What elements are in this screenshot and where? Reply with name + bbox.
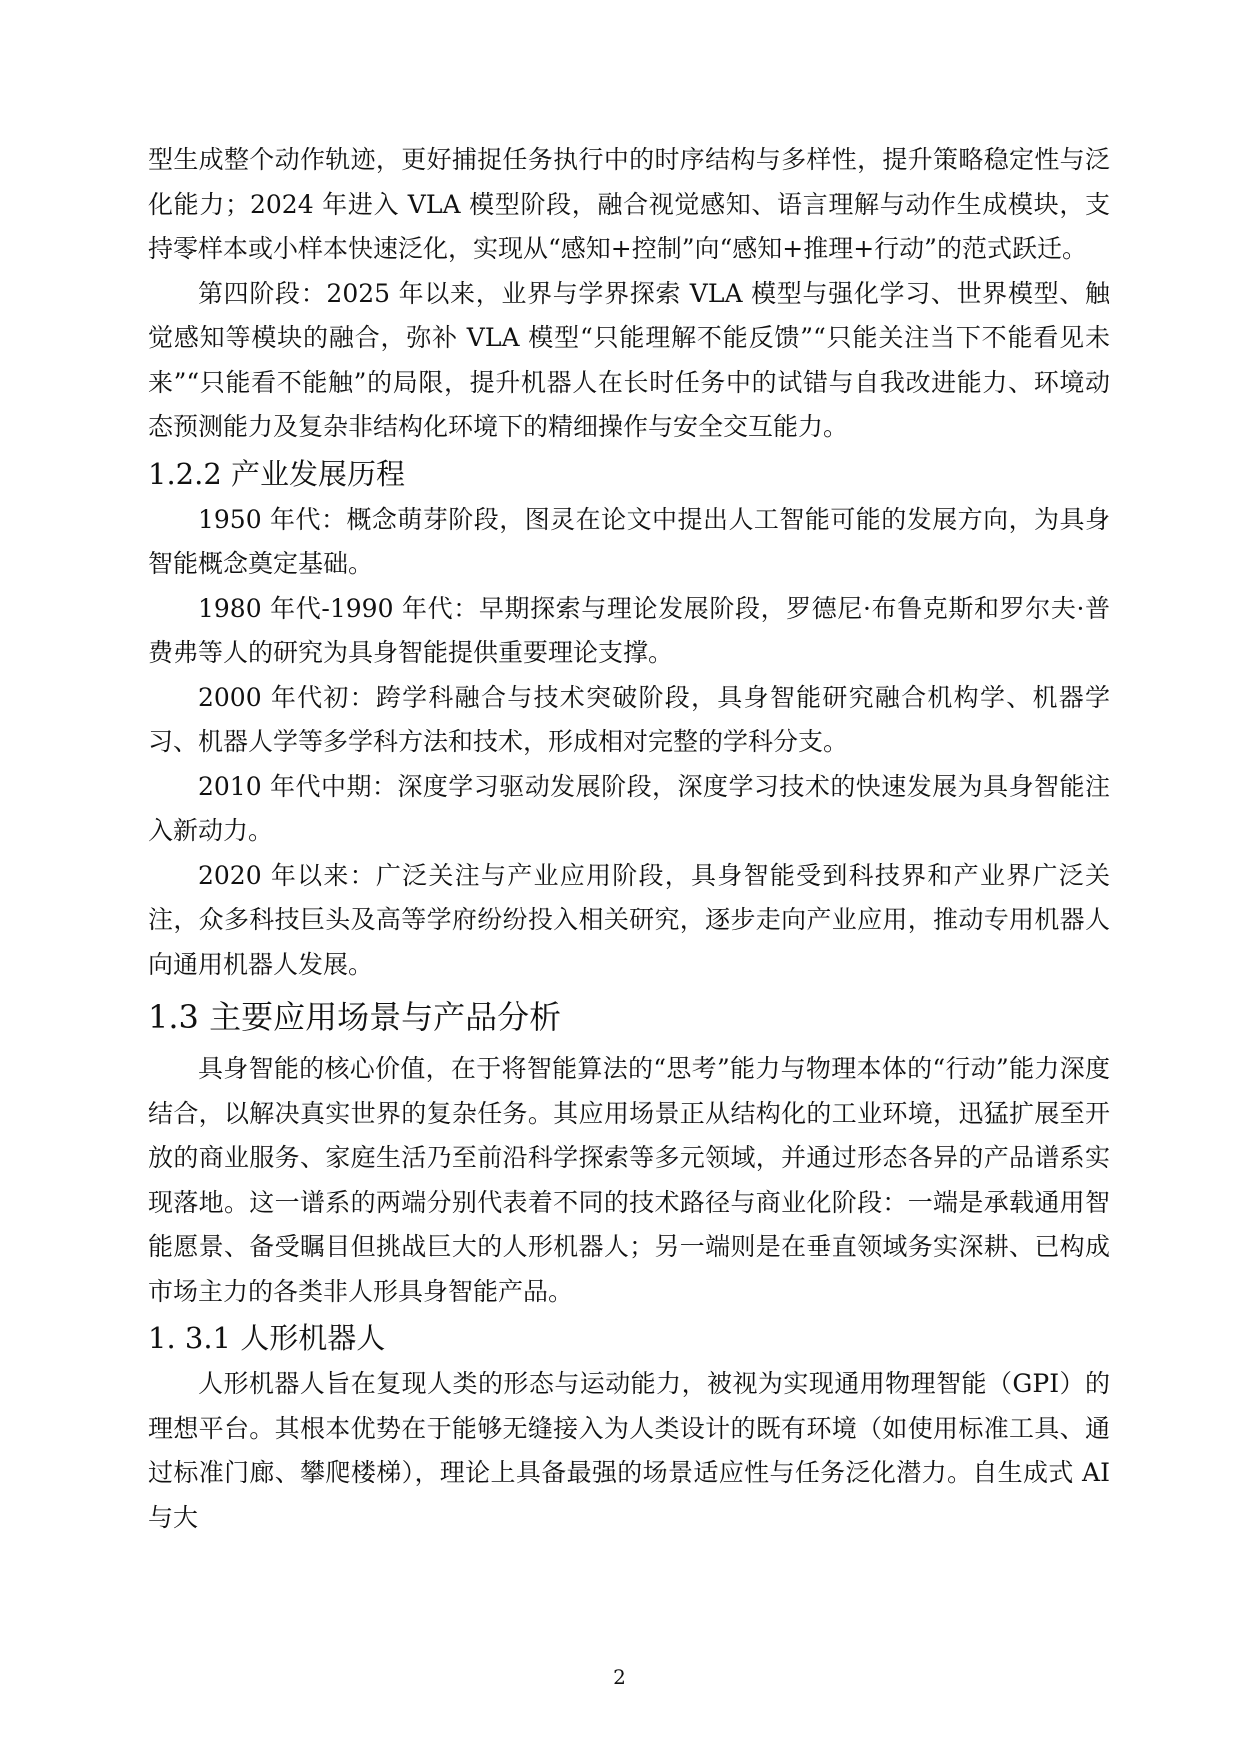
paragraph-1950s: 1950 年代：概念萌芽阶段，图灵在论文中提出人工智能可能的发展方向，为具身智能概念奠定基础。 bbox=[148, 504, 1110, 578]
paragraph-continuation: 型生成整个动作轨迹，更好捕捉任务执行中的时序结构与多样性，提升策略稳定性与泛化能力；2024 年进入 VLA 模型阶段，融合视觉感知、语言理解与动作生成模块，支持零样本或小样本快速泛化，实现从“感知+控制”向“感知+推理+行动”的范式跃迁。 bbox=[148, 145, 1110, 263]
paragraph-2010s: 2010 年代中期：深度学习驱动发展阶段，深度学习技术的快速发展为具身智能注入新动力。 bbox=[148, 771, 1110, 845]
heading-1-3: 1.3 主要应用场景与产品分析 bbox=[148, 998, 562, 1036]
paragraph-application-scenarios: 具身智能的核心价值，在于将智能算法的“思考”能力与物理本体的“行动”能力深度结合，以解决真实世界的复杂任务。其应用场景正从结构化的工业环境，迅猛扩展至开放的商业服务、家庭生活乃至前沿科学探索等多元领域，并通过形态各异的产品谱系实现落地。这一谱系的两端分别代表着不同的技术路径与商业化阶段：一端是承载通用智能愿景、备受瞩目但挑战巨大的人形机器人；另一端则是在垂直领域务实深耕、已构成市场主力的各类非人形具身智能产品。 bbox=[148, 1054, 1110, 1306]
page-number: 2 bbox=[613, 1665, 626, 1689]
paragraph-2000s: 2000 年代初：跨学科融合与技术突破阶段，具身智能研究融合机构学、机器学习、机器人学等多学科方法和技术，形成相对完整的学科分支。 bbox=[148, 682, 1110, 756]
paragraph-humanoid-robots: 人形机器人旨在复现人类的形态与运动能力，被视为实现通用物理智能（GPI）的理想平台。其根本优势在于能够无缝接入为人类设计的既有环境（如使用标准工具、通过标准门廊、攀爬楼梯），理论上具备最强的场景适应性与任务泛化潜力。自生成式 AI 与大 bbox=[148, 1369, 1110, 1532]
paragraph-1980s-1990s: 1980 年代-1990 年代：早期探索与理论发展阶段，罗德尼·布鲁克斯和罗尔夫·普费弗等人的研究为具身智能提供重要理论支撑。 bbox=[148, 593, 1110, 667]
paragraph-2020s: 2020 年以来：广泛关注与产业应用阶段，具身智能受到科技界和产业界广泛关注，众多科技巨头及高等学府纷纷投入相关研究，逐步走向产业应用，推动专用机器人向通用机器人发展。 bbox=[148, 860, 1110, 979]
paragraph-stage-four: 第四阶段：2025 年以来，业界与学界探索 VLA 模型与强化学习、世界模型、触觉感知等模块的融合，弥补 VLA 模型“只能理解不能反馈”“只能关注当下不能看见未来”“只能看不能触”的局限，提升机器人在长时任务中的试错与自我改进能力、环境动态预测能力及复杂非结构化环境下的精细操作与安全交互能力。 bbox=[148, 278, 1110, 441]
document-page bbox=[148, 138, 1110, 1540]
heading-1-2-2: 1.2.2 产业发展历程 bbox=[148, 456, 406, 491]
heading-1-3-1: 1. 3.1 人形机器人 bbox=[148, 1321, 386, 1355]
